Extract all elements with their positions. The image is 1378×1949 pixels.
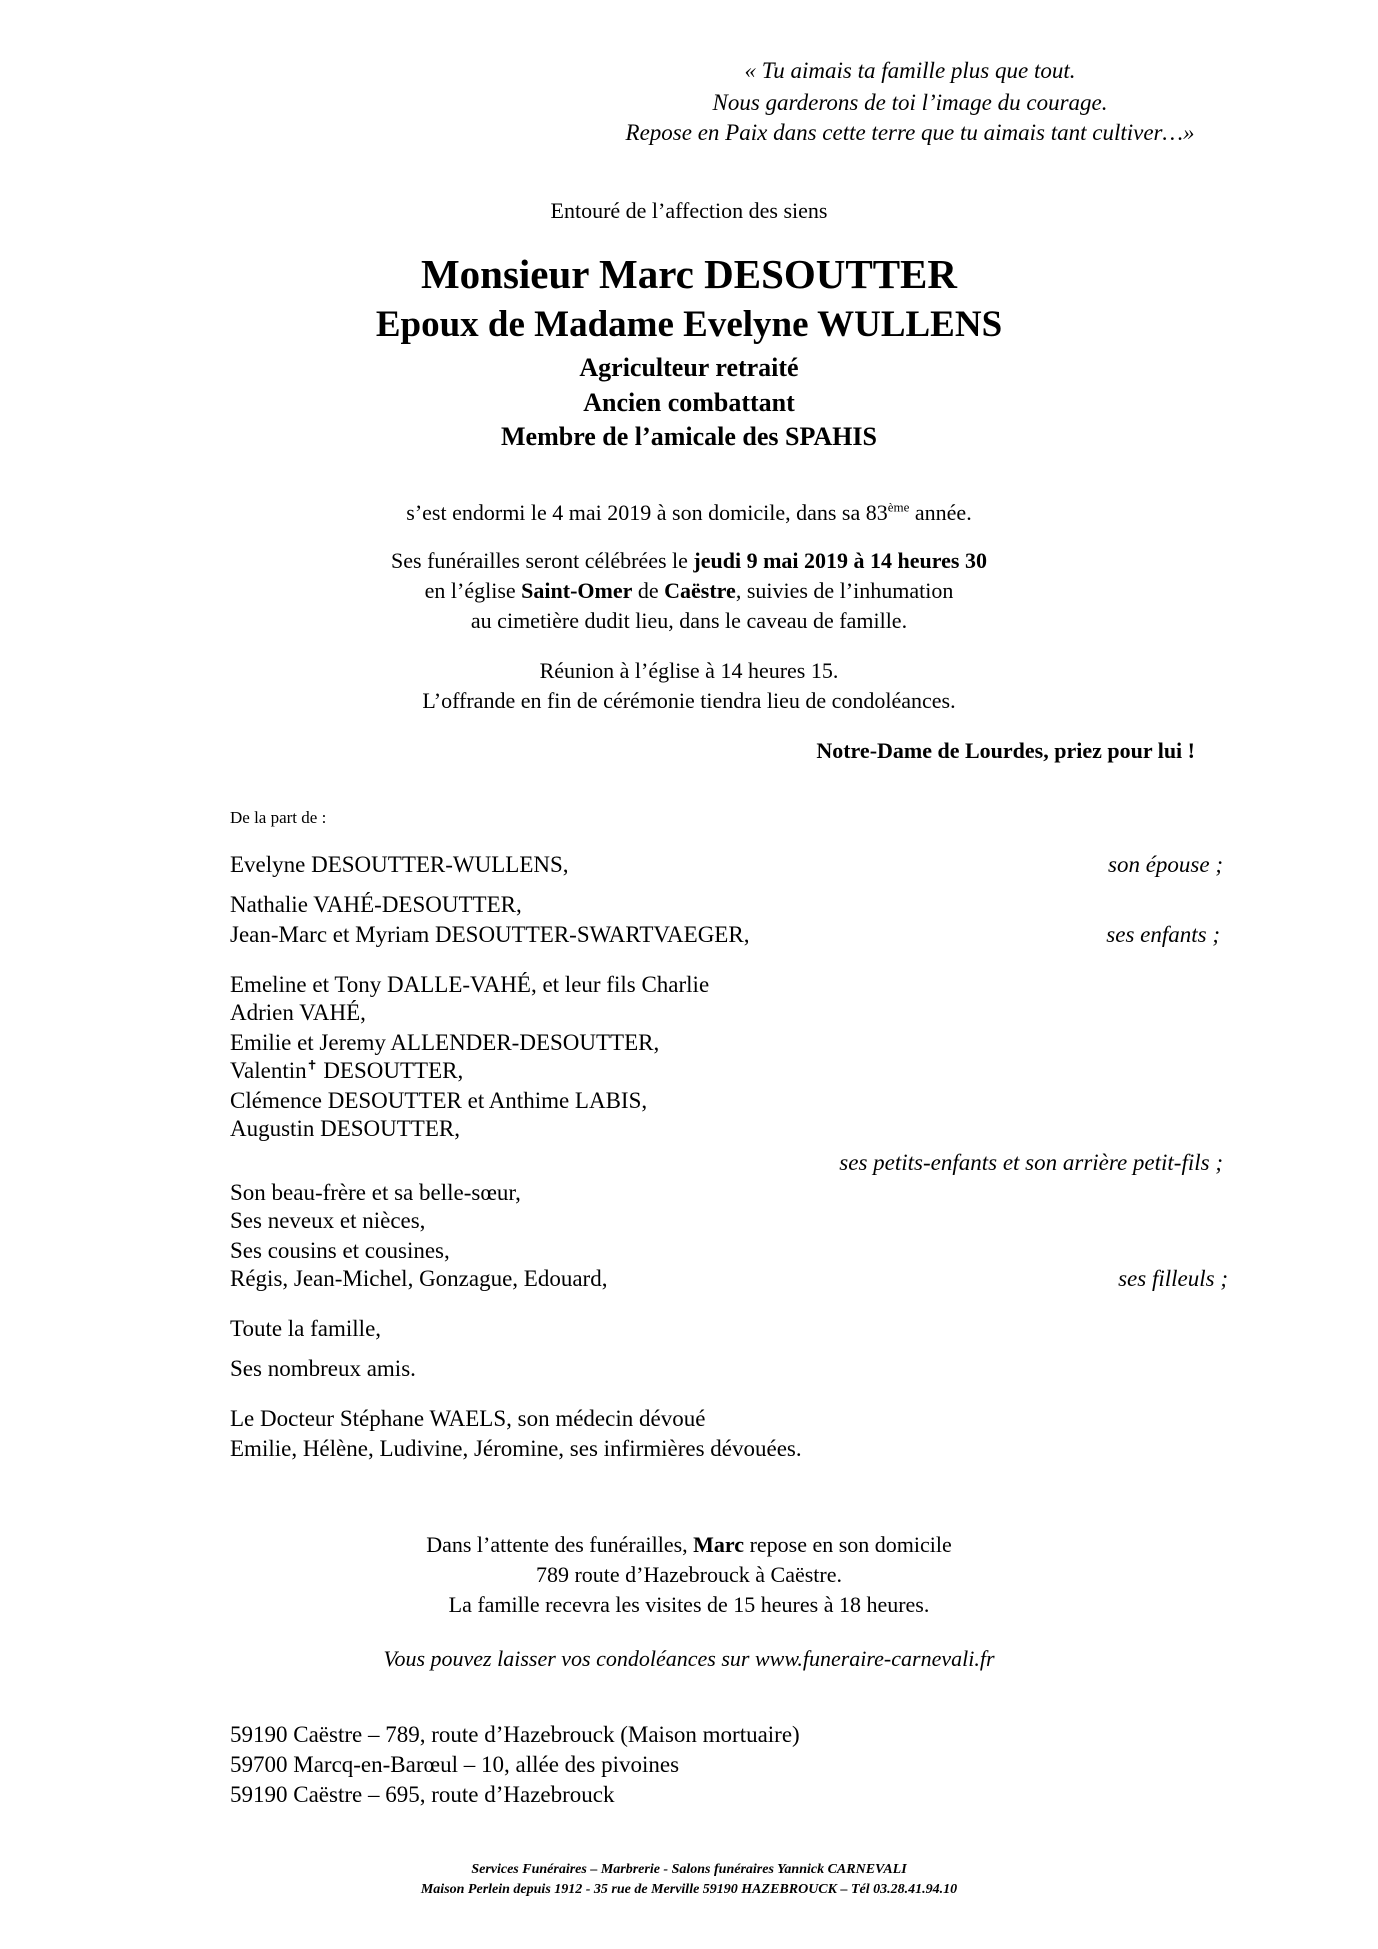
grandchild-2: Adrien VAHÉ,	[230, 1000, 366, 1025]
relative-3: Ses cousins et cousines,	[230, 1238, 450, 1263]
cross-icon: ✝	[306, 1057, 318, 1073]
friends: Ses nombreux amis.	[230, 1356, 416, 1381]
prayer-text: Notre-Dame de Lourdes, priez pour lui !	[816, 738, 1195, 763]
funeral-line-3: au cimetière dudit lieu, dans le caveau de famille.	[470, 608, 908, 633]
epigraph-line-2: Nous garderons de toi l’image du courage.	[712, 90, 1108, 115]
death-notice: s’est endormi le 4 mai 2019 à son domicile, dans sa 83ème année.	[406, 499, 972, 525]
epigraph-line-3: Repose en Paix dans cette terre que tu aimais tant cultiver…»	[625, 120, 1195, 145]
rest-line-2: 789 route d’Hazebrouck à Caëstre.	[535, 1562, 843, 1587]
grandchild-6: Augustin DESOUTTER,	[230, 1116, 460, 1141]
spouse-role: son épouse ;	[1108, 852, 1223, 877]
family-all: Toute la famille,	[230, 1316, 382, 1341]
godchildren-role: ses filleuls ;	[1118, 1266, 1228, 1291]
address-1: 59190 Caëstre – 789, route d’Hazebrouck (Maison mortuaire)	[230, 1722, 800, 1747]
grandchild-5: Clémence DESOUTTER et Anthime LABIS,	[230, 1088, 648, 1113]
spouse-name: Evelyne DESOUTTER-WULLENS,	[230, 852, 569, 877]
grandchild-1: Emeline et Tony DALLE-VAHÉ, et leur fils Charlie	[230, 972, 710, 997]
deceased-title-3: Membre de l’amicale des SPAHIS	[501, 422, 877, 451]
from-label: De la part de :	[230, 808, 327, 827]
deceased-title-2: Ancien combattant	[583, 388, 795, 417]
rest-line-1: Dans l’attente des funérailles, Marc repose en son domicile	[426, 1532, 952, 1557]
meeting-line-2: L’offrande en fin de cérémonie tiendra lieu de condoléances.	[422, 688, 956, 713]
rest-line-3: La famille recevra les visites de 15 heures à 18 heures.	[448, 1592, 930, 1617]
grandchild-3: Emilie et Jeremy ALLENDER-DESOUTTER,	[230, 1030, 660, 1055]
condolences-text: Vous pouvez laisser vos condoléances sur www.funeraire-carnevali.fr	[383, 1646, 995, 1671]
child-2: Jean-Marc et Myriam DESOUTTER-SWARTVAEGER,	[230, 922, 750, 947]
nurses: Emilie, Hélène, Ludivine, Jéromine, ses infirmières dévouées.	[230, 1436, 802, 1461]
deceased-spouse: Epoux de Madame Evelyne WULLENS	[375, 304, 1003, 345]
funeral-line-1: Ses funérailles seront célébrées le jeudi 9 mai 2019 à 14 heures 30	[391, 548, 987, 573]
deceased-name: Monsieur Marc DESOUTTER	[420, 251, 958, 297]
children-role: ses enfants ;	[1106, 922, 1220, 947]
doctor: Le Docteur Stéphane WAELS, son médecin dévoué	[230, 1406, 706, 1431]
footer-line-1: Services Funéraires – Marbrerie - Salons funéraires Yannick CARNEVALI	[471, 1862, 907, 1877]
relative-2: Ses neveux et nièces,	[230, 1208, 426, 1233]
grandchildren-role: ses petits-enfants et son arrière petit-fils ;	[839, 1150, 1223, 1175]
funeral-line-2: en l’église Saint-Omer de Caëstre, suivies de l’inhumation	[424, 578, 954, 603]
grandchild-4: Valentin✝ DESOUTTER,	[230, 1057, 464, 1083]
deceased-title-1: Agriculteur retraité	[579, 353, 799, 382]
epigraph-line-1: « Tu aimais ta famille plus que tout.	[744, 58, 1076, 83]
address-3: 59190 Caëstre – 695, route d’Hazebrouck	[230, 1782, 615, 1807]
relative-4: Régis, Jean-Michel, Gonzague, Edouard,	[230, 1266, 608, 1291]
relative-1: Son beau-frère et sa belle-sœur,	[230, 1180, 521, 1205]
meeting-line-1: Réunion à l’église à 14 heures 15.	[539, 658, 839, 683]
footer-line-2: Maison Perlein depuis 1912 - 35 rue de Merville 59190 HAZEBROUCK – Tél 03.28.41.94.10	[420, 1882, 958, 1897]
child-1: Nathalie VAHÉ-DESOUTTER,	[230, 892, 522, 917]
address-2: 59700 Marcq-en-Barœul – 10, allée des pivoines	[230, 1752, 680, 1777]
intro-text: Entouré de l’affection des siens	[550, 198, 828, 223]
